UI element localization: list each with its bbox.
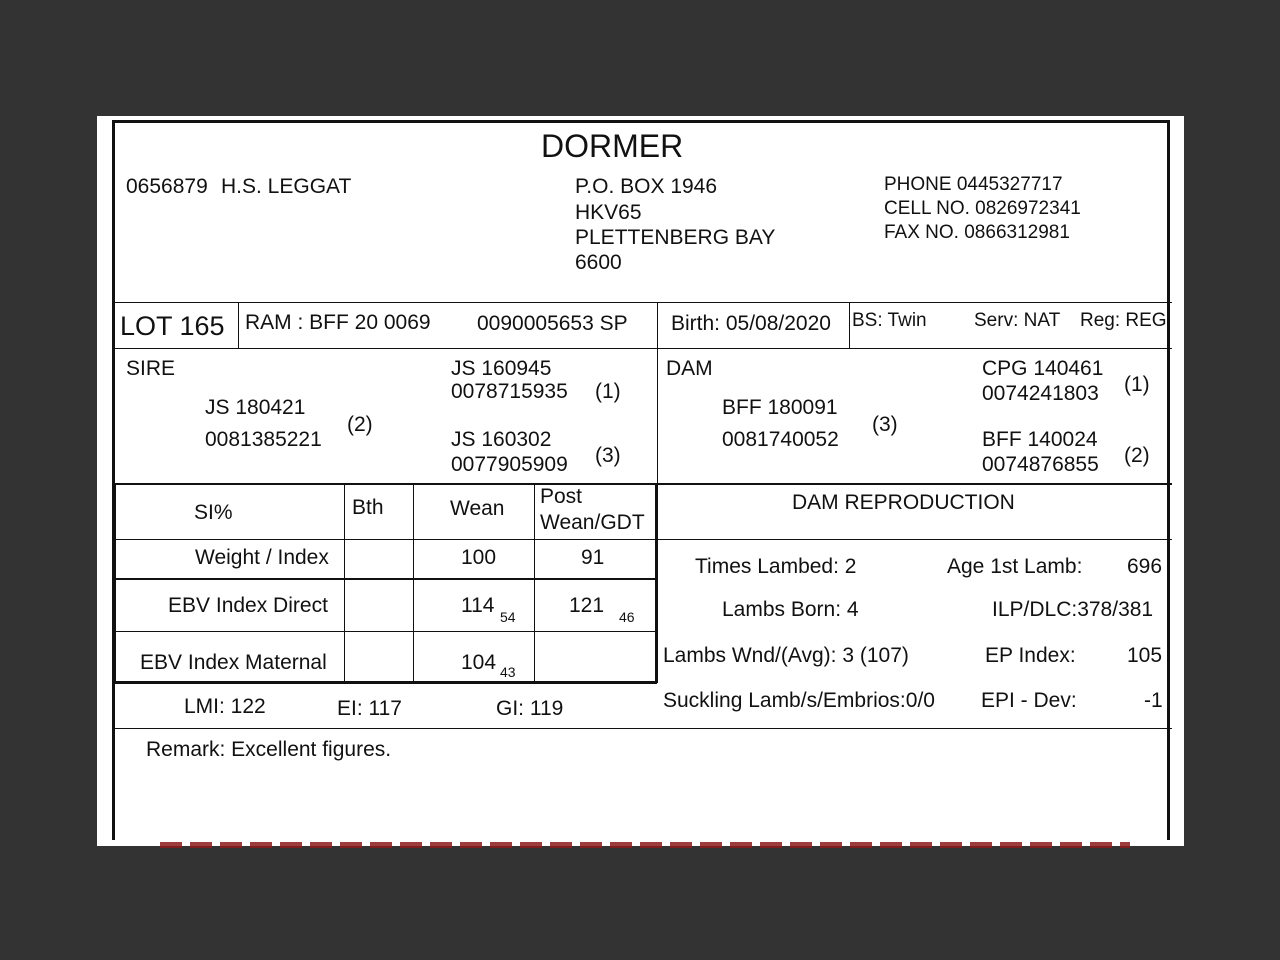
suckling-embrios: Suckling Lamb/s/Embrios:0/0 [663,689,935,712]
divider [344,485,345,681]
dam-sire-id: CPG 140461 [982,357,1104,380]
lambs-weaned: Lambs Wnd/(Avg): 3 (107) [663,644,909,667]
age-first-lamb-label: Age 1st Lamb: [947,555,1083,578]
age-first-lamb-value: 696 [1127,555,1163,578]
divider [534,485,535,681]
phone: PHONE 0445327717 [884,174,1063,195]
remark: Remark: Excellent figures. [146,738,392,761]
dam-grade: (3) [872,413,898,436]
sire-dam-number: 0077905909 [451,453,568,476]
sire-id: JS 180421 [205,396,306,419]
dam-reproduction-title: DAM REPRODUCTION [792,491,1015,514]
epi-dev-label: EPI - Dev: [981,689,1077,712]
weight-index-wean: 100 [461,546,497,569]
dam-sire-number: 0074241803 [982,382,1099,405]
lot-number: LOT 165 [120,311,225,341]
address-line-4: 6600 [575,251,622,274]
breed-title: DORMER [541,128,684,164]
row-label-ebv-maternal: EBV Index Maternal [140,651,327,674]
ebv-direct-wean: 114 [461,594,495,617]
cell: CELL NO. 0826972341 [884,198,1081,219]
ebv-direct-post: 121 [569,594,605,617]
divider [413,485,414,681]
ebv-maternal-wean: 104 [461,651,497,674]
row-label-ebv-direct: EBV Index Direct [168,594,328,617]
ebv-maternal-wean-accuracy: 43 [500,664,516,680]
dam-label: DAM [666,357,713,380]
ei-value: EI: 117 [337,697,402,720]
sire-label: SIRE [126,357,176,380]
divider [114,728,1172,729]
ram-id: RAM : BFF 20 0069 [245,311,431,334]
ep-index-label: EP Index: [985,644,1076,667]
address-line-1: P.O. BOX 1946 [575,175,718,198]
dam-dam-id: BFF 140024 [982,428,1098,451]
divider [114,539,657,540]
times-lambed: Times Lambed: 2 [695,555,857,578]
lmi-value: LMI: 122 [184,695,266,718]
divider [114,483,116,683]
dam-sire-grade: (1) [1124,373,1150,396]
header-si: SI% [194,501,233,524]
divider [657,302,658,484]
lambs-born: Lambs Born: 4 [722,598,859,621]
registration: Reg: REG [1080,310,1167,331]
ram-reg-number: 0090005653 SP [477,312,628,335]
row-label-weight-index: Weight / Index [195,546,329,569]
ebv-direct-wean-accuracy: 54 [500,609,516,625]
address-line-2: HKV65 [575,201,642,224]
sire-grade: (2) [347,413,373,436]
divider [657,539,1172,540]
birth-status: BS: Twin [852,310,927,331]
owner-code: 0656879 [126,175,208,198]
header-birth: Bth [352,496,384,519]
gi-value: GI: 119 [496,697,564,720]
divider [114,578,657,580]
ilp-dlc: ILP/DLC:378/381 [992,598,1154,621]
owner-name: H.S. LEGGAT [221,175,352,198]
ep-index-value: 105 [1127,644,1163,667]
service-type: Serv: NAT [974,310,1061,331]
epi-dev-value: -1 [1144,689,1163,712]
fax: FAX NO. 0866312981 [884,222,1070,243]
sire-dam-id: JS 160302 [451,428,552,451]
divider [114,348,1172,349]
sire-sire-grade: (1) [595,380,621,403]
dam-id: BFF 180091 [722,396,838,419]
dam-dam-grade: (2) [1124,444,1150,467]
sire-sire-id: JS 160945 [451,357,552,380]
header-post: Post [540,485,583,508]
divider [238,302,239,348]
sire-number: 0081385221 [205,428,322,451]
birth-date: Birth: 05/08/2020 [671,312,831,335]
divider [114,631,657,632]
divider [849,302,850,348]
address-line-3: PLETTENBERG BAY [575,226,776,249]
header-wean-gdt: Wean/GDT [540,511,645,534]
divider [114,483,1172,485]
header-wean: Wean [450,497,505,520]
cut-off-footer-text [160,842,1130,848]
divider [655,483,658,683]
divider [114,681,657,684]
divider [114,302,1172,303]
dam-dam-number: 0074876855 [982,453,1099,476]
ebv-direct-post-accuracy: 46 [619,609,635,625]
sire-dam-grade: (3) [595,444,621,467]
dam-number: 0081740052 [722,428,839,451]
sire-sire-number: 0078715935 [451,380,568,403]
weight-index-post: 91 [581,546,605,569]
